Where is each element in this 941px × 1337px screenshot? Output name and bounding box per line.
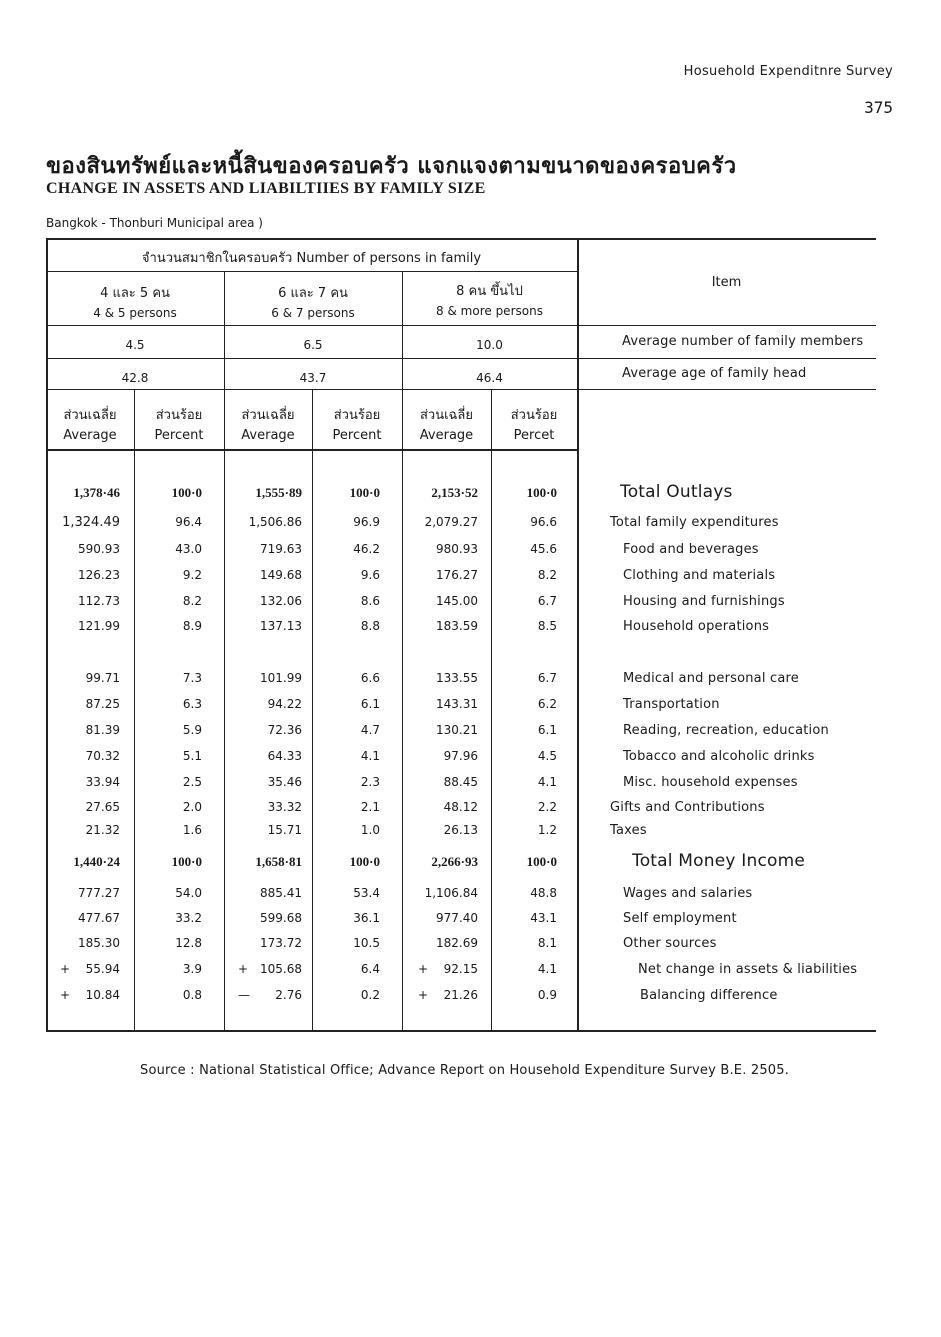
group-3-english: 8 & more persons — [436, 304, 543, 318]
table-cell: 100·0 — [349, 485, 380, 500]
group-3-thai: 8 คน ขึ้นไป — [456, 284, 523, 299]
table-cell: 8.1 — [537, 936, 557, 950]
table-cell: 21.32 — [85, 823, 120, 837]
table-cell: 143.31 — [436, 697, 478, 711]
table-cell: 2.2 — [537, 800, 557, 814]
table-cell: 55.94 — [85, 962, 120, 976]
table-cell: 6.4 — [360, 962, 380, 976]
row-item-label: Wages and salaries — [623, 886, 753, 901]
table-cell: 43.0 — [175, 542, 202, 556]
table-cell: 6.3 — [182, 697, 202, 711]
age-label: Average age of family head — [622, 366, 807, 381]
table-cell: 100·0 — [526, 485, 557, 500]
table-cell: 885.41 — [260, 886, 302, 900]
table-cell: 149.68 — [260, 568, 302, 582]
sub-header-pct-2: Percent — [332, 428, 382, 443]
age-group-1: 42.8 — [121, 371, 149, 385]
row-item-label: Net change in assets & liabilities — [638, 962, 858, 977]
table-cell: 9.6 — [360, 568, 380, 582]
table-cell: 94.22 — [267, 697, 302, 711]
sign-marker: + — [418, 962, 429, 976]
table-cell: 33.94 — [85, 775, 120, 789]
table-cell: 64.33 — [267, 749, 302, 763]
table-cell: 6.7 — [537, 671, 557, 685]
members-group-1: 4.5 — [125, 338, 145, 352]
table-cell: 719.63 — [260, 542, 302, 556]
table-cell: 48.12 — [443, 800, 478, 814]
row-item-label: Total Money Income — [632, 851, 806, 871]
table-cell: 137.13 — [260, 619, 302, 633]
row-item-label: Clothing and materials — [623, 568, 776, 583]
table-cell: 7.3 — [182, 671, 202, 685]
table-cell: 96.9 — [353, 515, 380, 529]
age-group-2: 43.7 — [299, 371, 327, 385]
row-item-label: Misc. household expenses — [623, 775, 798, 790]
table-cell: 5.1 — [182, 749, 202, 763]
row-item-label: Housing and furnishings — [623, 594, 785, 609]
table-cell: 8.2 — [537, 568, 557, 582]
table-cell: 1,506.86 — [248, 515, 302, 529]
sub-header-pct-1-thai: ส่วนร้อย — [155, 408, 203, 423]
row-item-label: Self employment — [623, 911, 737, 926]
table-cell: 1,378·46 — [73, 485, 120, 500]
table-cell: 6.1 — [360, 697, 380, 711]
table-cell: 15.71 — [267, 823, 302, 837]
table-cell: 8.6 — [360, 594, 380, 608]
row-item-label: Transportation — [623, 697, 720, 712]
row-item-label: Other sources — [623, 936, 717, 951]
sign-marker: + — [418, 988, 429, 1002]
table-cell: 2,153·52 — [431, 485, 478, 500]
table-cell: 97.96 — [443, 749, 478, 763]
table-cell: 126.23 — [78, 568, 120, 582]
table-cell: 10.5 — [353, 936, 380, 950]
sub-header-avg-3: Average — [419, 428, 474, 443]
table-cell: 87.25 — [85, 697, 120, 711]
table-cell: 21.26 — [443, 988, 478, 1002]
table-cell: 12.8 — [175, 936, 202, 950]
table-cell: 590.93 — [78, 542, 120, 556]
table-cell: 2.5 — [182, 775, 202, 789]
table-cell: 977.40 — [436, 911, 478, 925]
row-item-label: Taxes — [610, 823, 647, 838]
table-cell: 133.55 — [436, 671, 478, 685]
row-item-label: Total family expenditures — [610, 515, 779, 530]
sign-marker: + — [238, 962, 249, 976]
table-cell: 99.71 — [85, 671, 120, 685]
table-cell: 6.6 — [360, 671, 380, 685]
area-label: Bangkok - Thonburi Municipal area ) — [46, 216, 263, 230]
group-1-thai: 4 และ 5 คน — [100, 286, 170, 301]
table-cell: 1,555·89 — [255, 485, 302, 500]
table-cell: 182.69 — [436, 936, 478, 950]
members-group-3: 10.0 — [476, 338, 503, 352]
row-item-label: Reading, recreation, education — [623, 723, 829, 738]
sign-marker: + — [60, 988, 71, 1002]
sign-marker: — — [238, 988, 250, 1002]
table-cell: 100·0 — [171, 485, 202, 500]
title-thai: ของสินทรัพย์และหนี้สินของครอบครัว แจกแจงตามขนาดของครอบครัว — [46, 153, 737, 179]
table-cell: 105.68 — [260, 962, 302, 976]
sub-header-pct-3-thai: ส่วนร้อย — [510, 408, 558, 423]
group-1-english: 4 & 5 persons — [93, 306, 177, 320]
sub-header-avg-3-thai: ส่วนเฉลี่ย — [419, 408, 473, 423]
table-cell: 2,079.27 — [424, 515, 478, 529]
sub-header-avg-2-thai: ส่วนเฉลี่ย — [241, 408, 295, 423]
table-cell: 43.1 — [530, 911, 557, 925]
table-cell: 45.6 — [530, 542, 557, 556]
page-number: 375 — [864, 98, 893, 117]
table-cell: 54.0 — [175, 886, 202, 900]
table-cell: 2,266·93 — [431, 854, 478, 869]
members-label: Average number of family members — [622, 334, 864, 349]
sub-header-pct-3: Percet — [513, 428, 555, 443]
table-cell: 4.7 — [360, 723, 380, 737]
table-cell: 130.21 — [436, 723, 478, 737]
table-cell: 36.1 — [353, 911, 380, 925]
table-cell: 5.9 — [182, 723, 202, 737]
table-cell: 2.3 — [360, 775, 380, 789]
table-cell: 46.2 — [353, 542, 380, 556]
group-2-english: 6 & 7 persons — [271, 306, 355, 320]
table-cell: 1.6 — [182, 823, 202, 837]
table-cell: 6.7 — [537, 594, 557, 608]
row-item-label: Tobacco and alcoholic drinks — [623, 749, 815, 764]
table-cell: 92.15 — [443, 962, 478, 976]
table-cell: 33.32 — [267, 800, 302, 814]
table-cell: 70.32 — [85, 749, 120, 763]
sub-header-pct-1: Percent — [154, 428, 204, 443]
table-cell: 4.1 — [537, 775, 557, 789]
table-cell: 81.39 — [85, 723, 120, 737]
age-group-3: 46.4 — [476, 371, 503, 385]
table-cell: 599.68 — [260, 911, 302, 925]
table-cell: 477.67 — [78, 911, 120, 925]
members-group-2: 6.5 — [303, 338, 323, 352]
group-2-thai: 6 และ 7 คน — [278, 286, 348, 301]
table-cell: 72.36 — [267, 723, 302, 737]
sub-header-pct-2-thai: ส่วนร้อย — [333, 408, 381, 423]
table-cell: 35.46 — [267, 775, 302, 789]
running-title: Hosuehold Expenditnre Survey — [683, 64, 893, 79]
table-cell: 4.5 — [537, 749, 557, 763]
table-cell: 1.2 — [537, 823, 557, 837]
table-cell: 2.1 — [360, 800, 380, 814]
table-cell: 980.93 — [436, 542, 478, 556]
table-cell: 1,324.49 — [62, 515, 120, 530]
table-cell: 33.2 — [175, 911, 202, 925]
table-cell: 96.6 — [530, 515, 557, 529]
table-cell: 1,106.84 — [424, 886, 478, 900]
table-cell: 3.9 — [182, 962, 202, 976]
row-item-label: Food and beverages — [623, 542, 759, 557]
table-cell: 183.59 — [436, 619, 478, 633]
source-note: Source : National Statistical Office; Advance Report on Household Expenditure Survey B.E. 2505. — [140, 1063, 790, 1078]
sub-header-avg-1: Average — [63, 428, 117, 443]
table-cell: 8.8 — [360, 619, 380, 633]
table-cell: 48.8 — [530, 886, 557, 900]
table-cell: 88.45 — [443, 775, 478, 789]
table-cell: 0.9 — [537, 988, 557, 1002]
table-cell: 132.06 — [260, 594, 302, 608]
table-cell: 27.65 — [85, 800, 120, 814]
table-cell: 6.2 — [537, 697, 557, 711]
table-cell: 173.72 — [260, 936, 302, 950]
table-cell: 2.76 — [275, 988, 302, 1002]
group-header: จำนวนสมาชิกในครอบครัว Number of persons in family — [141, 251, 482, 266]
table-cell: 777.27 — [78, 886, 120, 900]
table-cell: 96.4 — [175, 515, 202, 529]
row-item-label: Total Outlays — [620, 482, 733, 502]
table-cell: 4.1 — [360, 749, 380, 763]
sub-header-avg-1-thai: ส่วนเฉลี่ย — [63, 408, 117, 423]
table-cell: 8.5 — [537, 619, 557, 633]
table-cell: 10.84 — [85, 988, 120, 1002]
table-cell: 112.73 — [78, 594, 120, 608]
table-cell: 0.8 — [182, 988, 202, 1002]
table-cell: 145.00 — [436, 594, 478, 608]
sub-header-avg-2: Average — [241, 428, 295, 443]
table-cell: 26.13 — [443, 823, 478, 837]
table-cell: 121.99 — [78, 619, 120, 633]
item-header: Item — [711, 275, 742, 290]
table-cell: 8.2 — [182, 594, 202, 608]
table-cell: 6.1 — [537, 723, 557, 737]
table-cell: 176.27 — [436, 568, 478, 582]
table-cell: 53.4 — [353, 886, 380, 900]
table-cell: 100·0 — [526, 854, 557, 869]
sign-marker: + — [60, 962, 71, 976]
title-english: CHANGE IN ASSETS AND LIABILTIIES BY FAMILY SIZE — [46, 180, 486, 197]
table-cell: 1.0 — [360, 823, 380, 837]
row-item-label: Household operations — [623, 619, 770, 634]
table-cell: 0.2 — [360, 988, 380, 1002]
table-cell: 2.0 — [182, 800, 202, 814]
table-cell: 101.99 — [260, 671, 302, 685]
table-cell: 1,440·24 — [73, 854, 120, 869]
table-cell: 100·0 — [171, 854, 202, 869]
table-cell: 8.9 — [182, 619, 202, 633]
table-cell: 1,658·81 — [255, 854, 302, 869]
data-table — [46, 238, 876, 1032]
table-cell: 9.2 — [182, 568, 202, 582]
table-cell: 100·0 — [349, 854, 380, 869]
row-item-label: Medical and personal care — [623, 671, 799, 686]
row-item-label: Gifts and Contributions — [610, 800, 765, 815]
table-cell: 185.30 — [78, 936, 120, 950]
table-cell: 4.1 — [537, 962, 557, 976]
row-item-label: Balancing difference — [640, 988, 778, 1003]
